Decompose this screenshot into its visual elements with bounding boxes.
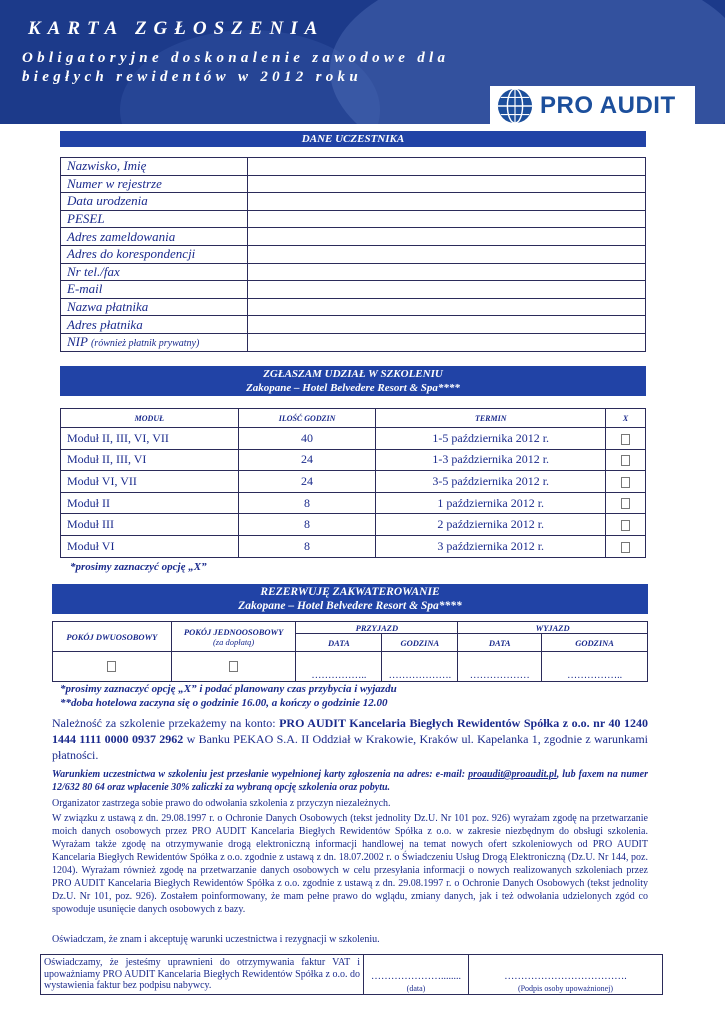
table-row — [61, 471, 646, 493]
column-header: PRZYJAZD — [296, 622, 458, 634]
training-note: *prosimy zaznaczyć opcję „X” — [70, 561, 207, 573]
logo — [490, 86, 695, 124]
column-header: MODUŁ — [61, 409, 239, 428]
module-cell: Moduł III — [61, 514, 239, 536]
table-row — [41, 955, 663, 995]
accommodation-section-title: REZERWUJĘ ZAKWATEROWANIE Zakopane – Hotel Belvedere Resort & Spa**** — [52, 584, 648, 614]
departure-date-input[interactable]: ……………… — [458, 652, 542, 682]
hours-cell: 8 — [238, 492, 376, 514]
departure-time-input[interactable]: …………….. — [542, 652, 648, 682]
column-header: TERMIN — [376, 409, 606, 428]
form-row — [61, 228, 646, 246]
form-row — [61, 245, 646, 263]
checkbox[interactable] — [621, 542, 630, 553]
field-input[interactable] — [248, 281, 646, 299]
form-row — [61, 210, 646, 228]
checkbox[interactable] — [621, 498, 630, 509]
hours-cell: 24 — [238, 471, 376, 493]
participant-section-title: DANE UCZESTNIKA — [60, 131, 646, 147]
participant-table — [60, 157, 646, 352]
select-cell — [606, 449, 646, 471]
module-table — [60, 408, 646, 558]
form-row — [61, 193, 646, 211]
term-cell: 3-5 października 2012 r. — [376, 471, 606, 493]
module-cell: Moduł II, III, VI, VII — [61, 428, 239, 450]
module-cell: Moduł VI — [61, 535, 239, 557]
column-header: DATA — [458, 634, 542, 652]
field-label: Nr tel./fax — [61, 263, 248, 281]
field-label: Nazwisko, Imię — [61, 158, 248, 176]
table-row — [61, 535, 646, 557]
page-subtitle: biegłych rewidentów w 2012 roku — [22, 69, 362, 85]
term-cell: 2 października 2012 r. — [376, 514, 606, 536]
arrival-time-input[interactable]: ………………. — [382, 652, 458, 682]
hours-cell: 40 — [238, 428, 376, 450]
hours-cell: 8 — [238, 535, 376, 557]
header-banner — [0, 0, 725, 124]
vat-statement: Oświadczamy, że jesteśmy uprawnieni do otrzymywania faktur VAT i upoważniamy PRO AUDIT Kancelaria Biegłych Rewidentów Spółka z o.o. do wystawienia faktur bez podpisu nabywcy. — [41, 955, 364, 995]
table-row — [53, 652, 648, 682]
field-label: Data urodzenia — [61, 193, 248, 211]
page-title: KARTA ZGŁOSZENIA — [28, 18, 325, 39]
select-cell — [606, 471, 646, 493]
field-input[interactable] — [248, 298, 646, 316]
checkbox[interactable] — [107, 661, 116, 672]
form-row — [61, 298, 646, 316]
field-input[interactable] — [248, 333, 646, 351]
form-row — [61, 263, 646, 281]
module-cell: Moduł II — [61, 492, 239, 514]
field-label: Numer w rejestrze — [61, 175, 248, 193]
column-header: X — [606, 409, 646, 428]
page-subtitle: Obligatoryjne doskonalenie zawodowe dla — [22, 50, 450, 66]
checkbox[interactable] — [621, 434, 630, 445]
table-header — [53, 622, 648, 634]
table-row — [61, 428, 646, 450]
training-section-title: ZGŁASZAM UDZIAŁ W SZKOLENIU Zakopane – Hotel Belvedere Resort & Spa**** — [60, 366, 646, 396]
column-header: DATA — [296, 634, 382, 652]
arrival-date-input[interactable]: …………….. — [296, 652, 382, 682]
checkbox[interactable] — [621, 455, 630, 466]
term-cell: 1 października 2012 r. — [376, 492, 606, 514]
vat-statement-table — [40, 954, 663, 995]
select-cell — [606, 535, 646, 557]
form-row — [61, 281, 646, 299]
column-header: POKÓJ DWUOSOBOWY — [53, 622, 172, 652]
checkbox[interactable] — [621, 520, 630, 531]
payment-info: Należność za szkolenie przekażemy na konto: PRO AUDIT Kancelaria Biegłych Rewidentów Spółka z o.o. nr 40 1240 1444 1111 0000 0937 2962 w Banku PEKAO S.A. II Oddział w Krakowie, Kraków ul. Kapelanka 1, zgodnie z warunkami płatności. — [52, 716, 648, 762]
field-input[interactable] — [248, 263, 646, 281]
field-input[interactable] — [248, 245, 646, 263]
column-header: WYJAZD — [458, 622, 648, 634]
field-input[interactable] — [248, 210, 646, 228]
organizer-note: Organizator zastrzega sobie prawo do odwołania szkolenia z przyczyn niezależnych. — [52, 798, 391, 809]
hours-cell: 24 — [238, 449, 376, 471]
accept-statement: Oświadczam, że znam i akceptuję warunki uczestnictwa i rezygnacji w szkoleniu. — [52, 934, 380, 945]
field-label: Nazwa płatnika — [61, 298, 248, 316]
form-row — [61, 175, 646, 193]
email-link[interactable]: proaudit@proaudit.pl — [468, 769, 557, 780]
field-input[interactable] — [248, 193, 646, 211]
field-input[interactable] — [248, 228, 646, 246]
checkbox[interactable] — [621, 477, 630, 488]
field-label: NIP (również płatnik prywatny) — [61, 333, 248, 351]
table-row — [61, 514, 646, 536]
field-label: Adres płatnika — [61, 316, 248, 334]
field-label: Adres zameldowania — [61, 228, 248, 246]
field-label: E-mail — [61, 281, 248, 299]
form-row — [61, 158, 646, 176]
form-row — [61, 333, 646, 351]
field-input[interactable] — [248, 175, 646, 193]
logo-text: PRO AUDIT — [540, 92, 676, 119]
table-row — [61, 492, 646, 514]
table-row — [61, 449, 646, 471]
column-header: ILOŚĆ GODZIN — [238, 409, 376, 428]
select-cell — [606, 428, 646, 450]
signature-field[interactable]: ………………………………. (Podpis osoby upoważnionej) — [469, 955, 663, 995]
accommodation-table — [52, 621, 648, 682]
form-row — [61, 316, 646, 334]
module-cell: Moduł II, III, VI — [61, 449, 239, 471]
term-cell: 1-3 października 2012 r. — [376, 449, 606, 471]
field-input[interactable] — [248, 316, 646, 334]
column-header: GODZINA — [382, 634, 458, 652]
table-header — [61, 409, 646, 428]
field-label: PESEL — [61, 210, 248, 228]
module-cell: Moduł VI, VII — [61, 471, 239, 493]
select-cell — [53, 652, 172, 682]
field-input[interactable] — [248, 158, 646, 176]
term-cell: 3 października 2012 r. — [376, 535, 606, 557]
select-cell — [606, 514, 646, 536]
accommodation-note: *prosimy zaznaczyć opcję „X” i podać planowany czas przybycia i wyjazdu — [60, 683, 397, 695]
select-cell — [171, 652, 296, 682]
hours-cell: 8 — [238, 514, 376, 536]
column-header: POKÓJ JEDNOOSOBOWY (za dopłatą) — [171, 622, 296, 652]
column-header: GODZINA — [542, 634, 648, 652]
field-label: Adres do korespondencji — [61, 245, 248, 263]
globe-icon — [496, 87, 534, 124]
data-consent: W związku z ustawą z dn. 29.08.1997 r. o Ochronie Danych Osobowych (tekst jednolity Dz.U. Nr 101 poz. 926) wyrażam zgodę na przetwarzanie moich danych osobowych przez PRO AUDIT Kancelaria Biegłych Rewidentów Spółka z o.o. w zakresie niezbędnym do obsługi szkolenia. Wyrażam także zgodę na otrzymywanie drogą elektroniczną informacji handlowej na temat nowych ofert szkoleniowych od PRO AUDIT Kancelaria Biegłych Rewidentów Spółka z o.o. zgodnie z ustawą z dn. 18.07.2002 r. o Świadczeniu Usług Drogą Elektroniczną (Dz.U. Nr 144, poz. 1204). Wyrażam również zgodę na przetwarzanie danych osobowych w celu przesyłania informacji o nowych realizowanych szkoleniach przez PRO AUDIT Kancelaria Biegłych Rewidentów Spółka z o.o. zgodnie z ustawą z dn. 29.08.1997 r. o Ochronie Danych Osobowych (tekst jednolity Dz.U. Nr 101, poz. 926). Zostałem poinformowany, że mam pełne prawo do wglądu, zmiany danych, jak i też odwołania udzielonych zgód co spowoduje usunięcie danych osobowych z bazy. — [52, 813, 648, 915]
term-cell: 1-5 października 2012 r. — [376, 428, 606, 450]
accommodation-note: **doba hotelowa zaczyna się o godzinie 16.00, a kończy o godzinie 12.00 — [60, 697, 388, 709]
checkbox[interactable] — [229, 661, 238, 672]
conditions-info: Warunkiem uczestnictwa w szkoleniu jest przesłanie wypełnionej karty zgłoszenia na adres: e-mail: proaudit@proaudit.pl, lub faxem na numer 12/632 80 64 oraz wpłacenie 30% zaliczki za wybraną opcję szkolenia oraz pobytu. — [52, 769, 648, 793]
select-cell — [606, 492, 646, 514]
date-field[interactable]: …………………........ (data) — [364, 955, 469, 995]
